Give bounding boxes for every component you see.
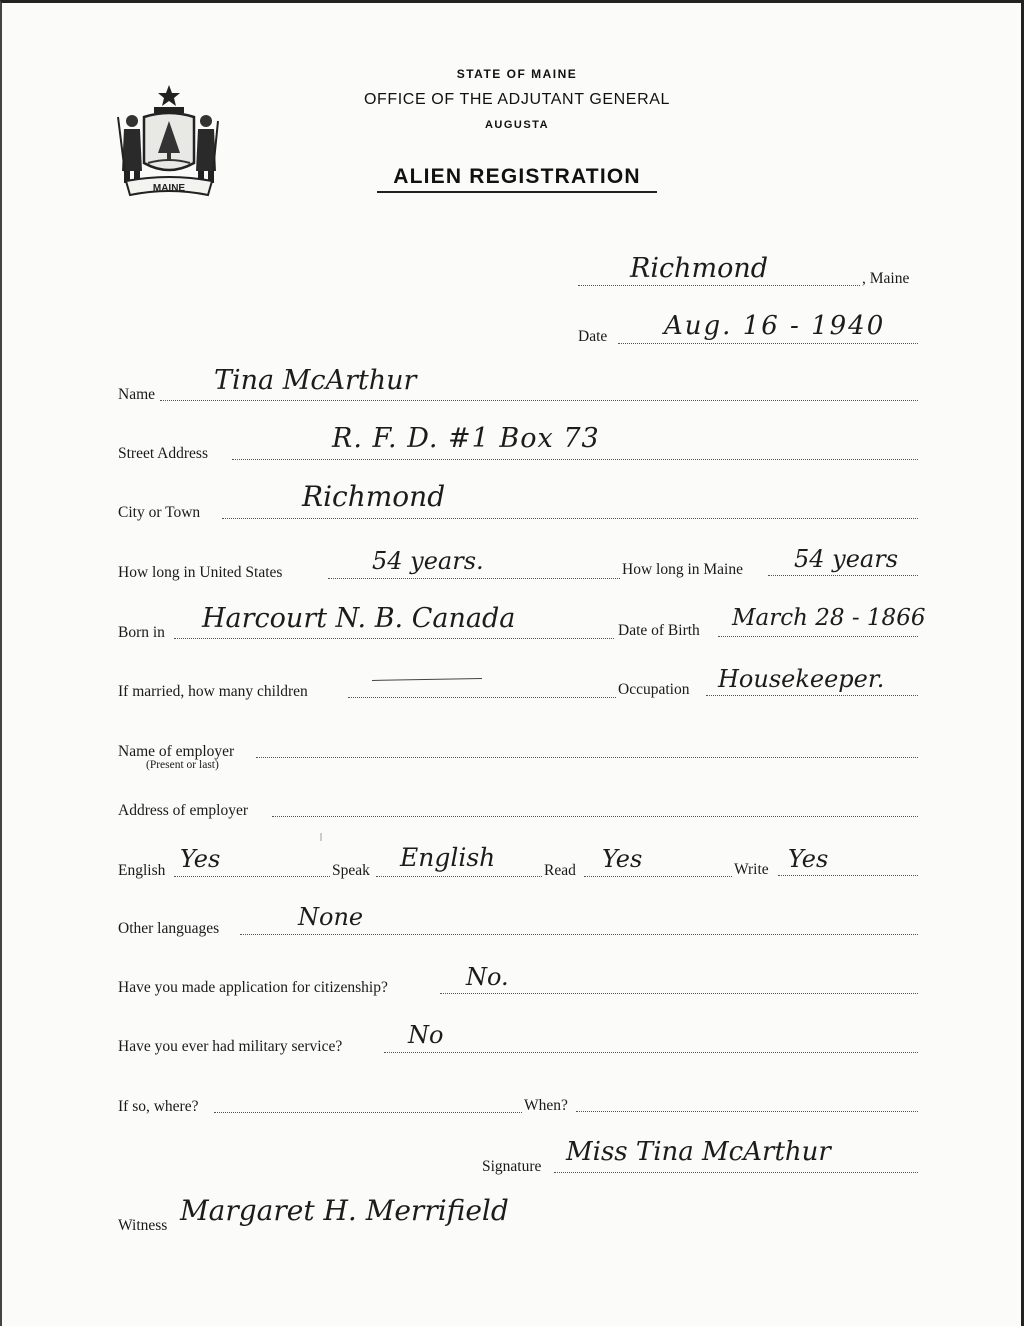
page-title: ALIEN REGISTRATION xyxy=(393,165,641,188)
date-of-birth-line xyxy=(718,636,918,637)
how-long-maine-label: How long in Maine xyxy=(622,561,743,578)
street-address-line xyxy=(232,459,918,460)
town-value: Richmond xyxy=(630,253,769,284)
city-or-town-value: Richmond xyxy=(302,480,446,513)
signature-value: Miss Tina McArthur xyxy=(566,1137,831,1167)
maine-state-seal-icon xyxy=(114,81,224,199)
children-label: If married, how many children xyxy=(118,683,308,700)
witness-value: Margaret H. Merrifield xyxy=(180,1194,509,1227)
occupation-value: Housekeeper. xyxy=(718,665,885,693)
born-in-line xyxy=(174,638,614,639)
date-of-birth-value: March 28 - 1866 xyxy=(732,605,926,631)
name-value: Tina McArthur xyxy=(214,365,417,396)
read-value: Yes xyxy=(602,845,643,873)
employer-note: (Present or last) xyxy=(146,759,219,771)
english-line xyxy=(174,876,330,877)
military-line xyxy=(384,1052,918,1053)
english-value: Yes xyxy=(180,845,221,873)
citizenship-line xyxy=(440,993,918,994)
how-long-maine-line xyxy=(768,575,918,576)
employer-address-label: Address of employer xyxy=(118,802,248,819)
if-so-where-label: If so, where? xyxy=(118,1098,199,1115)
header-state: STATE OF MAINE xyxy=(456,67,578,81)
employer-name-line xyxy=(256,757,918,758)
when-label: When? xyxy=(524,1097,568,1114)
how-long-us-value: 54 years. xyxy=(372,547,484,575)
military-value: No xyxy=(408,1021,444,1049)
ink-speck xyxy=(320,833,322,841)
citizenship-label: Have you made application for citizenship? xyxy=(118,979,388,996)
born-in-value: Harcourt N. B. Canada xyxy=(202,603,516,634)
city-or-town-label: City or Town xyxy=(118,504,201,521)
how-long-us-line xyxy=(328,578,620,579)
write-label: Write xyxy=(734,861,769,878)
town-line xyxy=(578,285,860,286)
svg-text:MAINE: MAINE xyxy=(152,183,186,194)
occupation-label: Occupation xyxy=(618,681,690,698)
write-value: Yes xyxy=(788,845,829,873)
header-city: AUGUSTA xyxy=(484,119,550,131)
when-line xyxy=(576,1111,918,1112)
how-long-us-label: How long in United States xyxy=(118,564,283,581)
employer-name-label: Name of employer xyxy=(118,743,235,760)
speak-value: English xyxy=(400,843,496,872)
children-dash-mark xyxy=(372,678,482,681)
read-line xyxy=(584,876,732,877)
date-label: Date xyxy=(578,328,608,345)
read-label: Read xyxy=(544,862,576,879)
write-line xyxy=(778,875,918,876)
date-value: Aug. 16 - 1940 xyxy=(664,311,886,341)
street-address-value: R. F. D. #1 Box 73 xyxy=(332,423,600,454)
other-languages-value: None xyxy=(298,903,364,931)
children-line xyxy=(348,697,616,698)
english-label: English xyxy=(118,862,166,879)
military-label: Have you ever had military service? xyxy=(118,1038,343,1055)
if-so-where-line xyxy=(214,1112,522,1113)
maine-label: , Maine xyxy=(862,270,910,287)
date-of-birth-label: Date of Birth xyxy=(618,622,700,639)
other-languages-label: Other languages xyxy=(118,920,220,937)
other-languages-line xyxy=(240,934,918,935)
speak-label: Speak xyxy=(332,862,370,879)
name-line xyxy=(160,400,918,401)
signature-label: Signature xyxy=(482,1158,542,1175)
speak-line xyxy=(376,876,542,877)
employer-address-line xyxy=(272,816,918,817)
born-in-label: Born in xyxy=(118,624,165,641)
signature-line xyxy=(554,1172,918,1173)
witness-label: Witness xyxy=(118,1217,168,1234)
city-or-town-line xyxy=(222,518,918,519)
citizenship-value: No. xyxy=(466,963,509,991)
date-line xyxy=(618,343,918,344)
header-office: OFFICE OF THE ADJUTANT GENERAL xyxy=(363,91,671,108)
title-underline xyxy=(377,191,657,193)
how-long-maine-value: 54 years xyxy=(794,545,899,573)
street-address-label: Street Address xyxy=(118,445,208,462)
occupation-line xyxy=(706,695,918,696)
name-label: Name xyxy=(118,386,156,403)
